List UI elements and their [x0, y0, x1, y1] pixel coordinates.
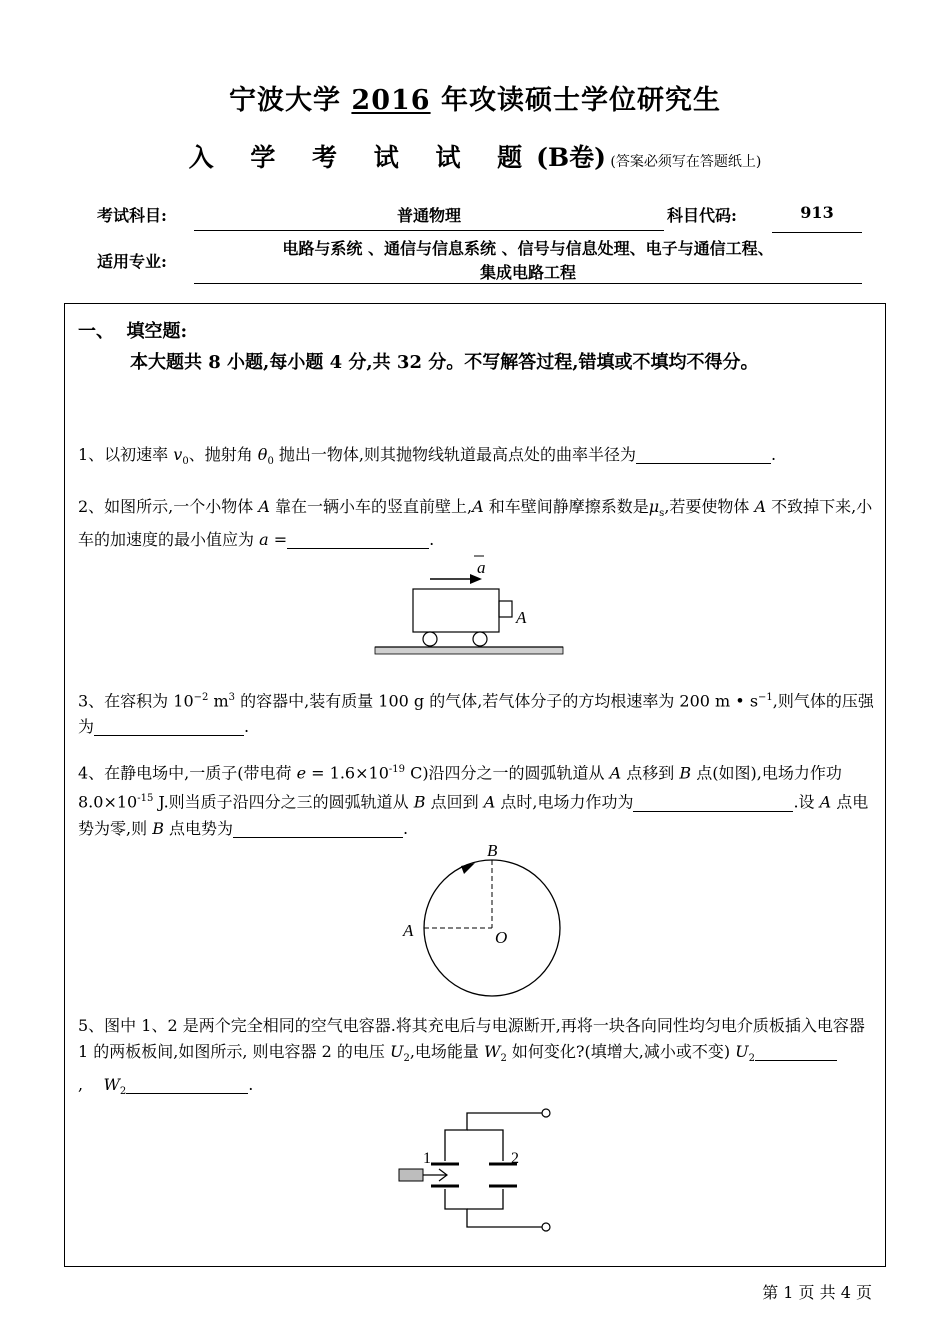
cart-wheel [423, 632, 437, 646]
capacitor-1-label: 1 [423, 1150, 431, 1167]
terminal [542, 1223, 550, 1231]
bottom-wire [445, 1189, 546, 1227]
major-line-1: 电路与系统 、通信与信息系统 、信号与信息处理、电子与通信工程、 [282, 239, 774, 258]
direction-arrow [461, 863, 475, 874]
answer-blank[interactable] [233, 819, 403, 838]
question-3: 3、在容积为 $10^{-2}$ $m^3$ 的容器中,装有质量 100 g 的气体,若气体分子的方均根速率为 200 m • $s^{-1}$,则气体的压强为 . [78, 691, 874, 737]
label-b: B [487, 841, 498, 860]
object-label: A [516, 608, 527, 627]
label-o: O [495, 928, 508, 947]
cart-figure [370, 553, 570, 663]
question-5: 5、图中 1、2 是两个完全相同的空气电容器.将其充电后与电源断开,再将一块各向同性均匀电介质板插入电容器 1 的两板板间,如图所示, 则电容器 2 的电压 $U_2$,电场能量 $W_2$ 如何变化?(填增大,减小或不变) $U_2$, $W_2$ . [78, 1016, 865, 1098]
answer-blank[interactable] [287, 530, 429, 549]
bottom-wire-right [467, 1189, 503, 1209]
exam-title: 宁波大学 2016 年攻读硕士学位研究生 [229, 85, 721, 116]
label-a: A [403, 921, 414, 940]
subject-label: 考试科目: [97, 206, 167, 225]
top-wire [445, 1113, 546, 1161]
cart-wheel [473, 632, 487, 646]
question-4: 4、在静电场中,一质子(带电荷 $e = 1.6\times 10^{-19}$ C)沿四分之一的圆弧轨道从 A 点移到 B 点(如图),电场力作功 $8.0\times 10^{-15}$ J.则当质子沿四分之三的圆弧轨道从 B 点回到 A 点时,电场力作功为 .设 A 点电势为零,则 B 点电势为 . [78, 763, 869, 838]
dielectric-slab [399, 1169, 423, 1181]
capacitor-figure [395, 1105, 565, 1235]
answer-blank[interactable] [633, 793, 793, 812]
subject-value: 普通物理 [396, 206, 461, 225]
code-value: 913 [800, 203, 834, 222]
code-label: 科目代码: [667, 206, 737, 225]
cart-body [413, 589, 499, 632]
capacitor-2-label: 2 [511, 1150, 519, 1167]
subject-underline [194, 230, 664, 231]
object-a [499, 601, 512, 617]
major-underline [194, 283, 862, 284]
major-line-2: 集成电路工程 [479, 263, 576, 282]
major-label: 适用专业: [97, 252, 167, 271]
terminal [542, 1109, 550, 1117]
circle-figure [395, 842, 595, 1002]
answer-blank[interactable] [636, 445, 771, 464]
exam-subtitle: 入 学 考 试 试 题(B卷) (答案必须写在答题纸上) [188, 143, 762, 172]
top-wire-right [467, 1130, 503, 1161]
question-2: 2、如图所示,一个小物体 A 靠在一辆小车的竖直前壁上,A 和车壁间静摩擦系数是$\mu_s$,若要使物体 A 不致掉下来,小车的加速度的最小值应为 a = . [78, 497, 873, 550]
ground [375, 647, 563, 654]
answer-blank[interactable] [126, 1075, 248, 1094]
answer-blank[interactable] [94, 717, 244, 736]
section-description: 本大题共 8 小题,每小题 4 分,共 32 分。不写解答过程,错填或不填均不得分。 [130, 352, 759, 373]
code-underline [772, 232, 862, 233]
acceleration-label: a [477, 558, 486, 577]
page-number: 第 1 页 共 4 页 [762, 1283, 872, 1302]
section-heading: 一、 填空题: [78, 321, 188, 342]
answer-blank[interactable] [755, 1042, 837, 1061]
question-1: 1、以初速率 $v_0$、抛射角 $\theta_0$ 抛出一物体,则其抛物线轨道最高点处的曲率半径为 . [78, 445, 777, 468]
